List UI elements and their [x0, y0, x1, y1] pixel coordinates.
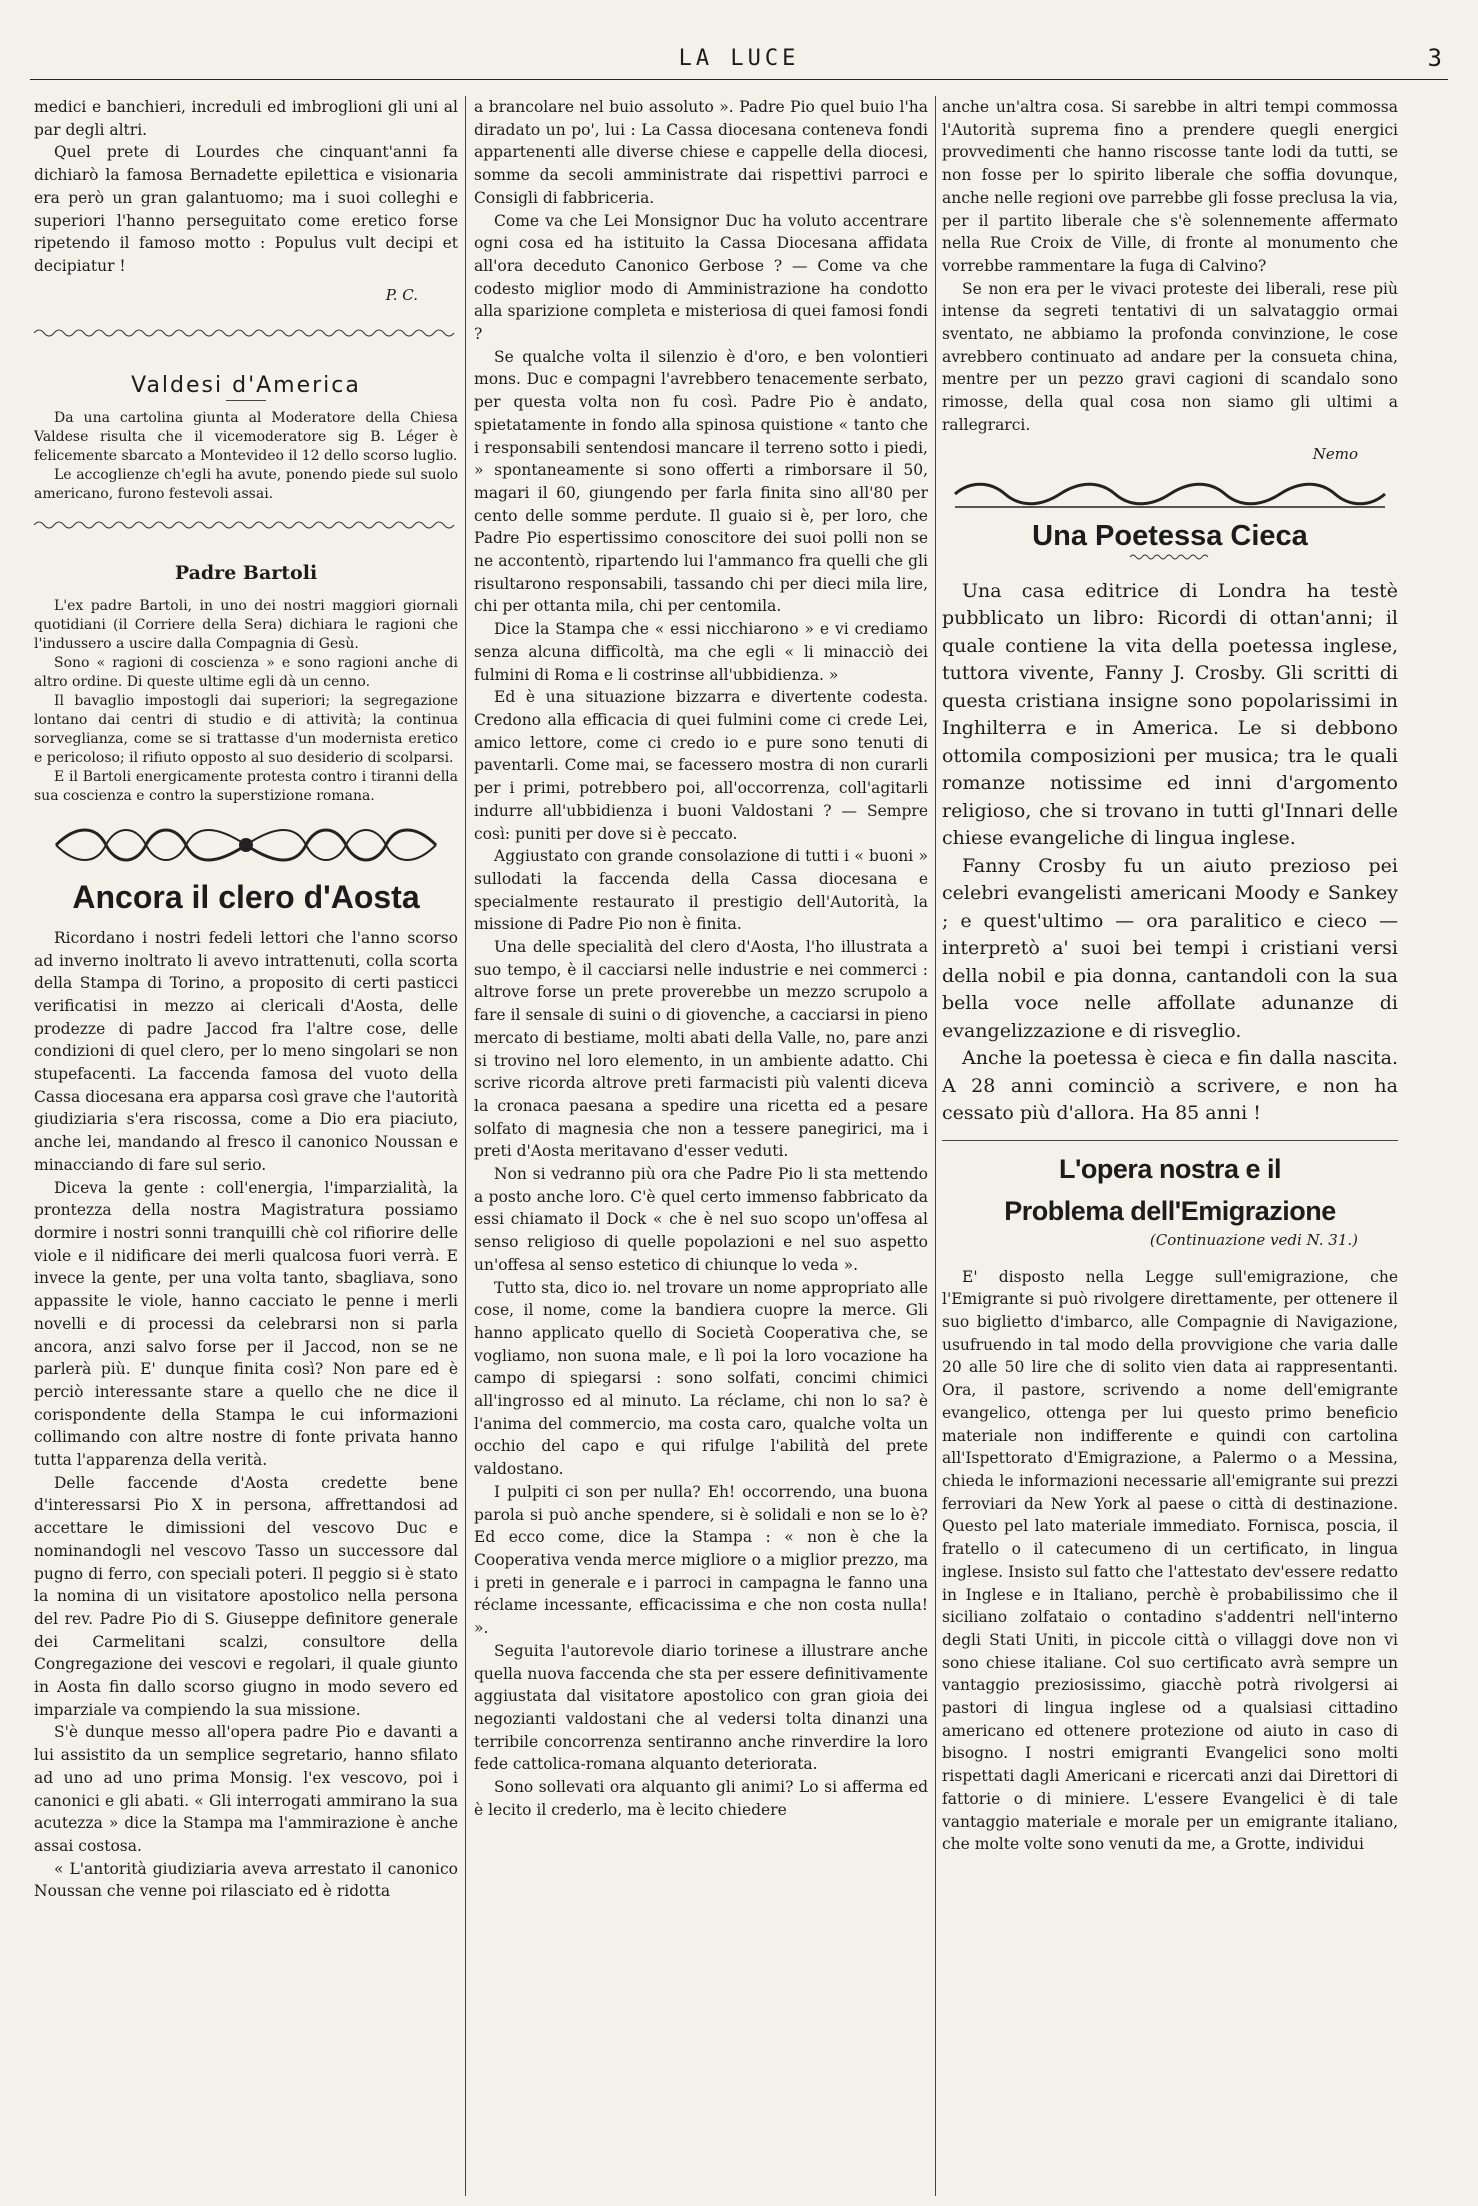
paragraph: Sono sollevati ora alquanto gli animi? Lo si afferma ed è lecito il crederlo, ma è lecito chiedere — [474, 1778, 928, 1819]
continuation-note: (Continuazione vedi N. 31.) — [1149, 1230, 1358, 1249]
paragraph: Tutto sta, dico io. nel trovare un nome appropriato alle cose, il nome, come la bandiera cuopre la merce. Gli hanno applicato quello di Società Cooperativa che, se vogliamo, non suona male, e lì poi la loro vocazione ha campo di spiegarsi : sono solfati, concimi chimici all'ingrosso ed al minuto. La réclame, chi non lo sa? è l'anima del commercio, ma costa caro, qualche volta un occhio del capo e qui rifulge l'abilità del prete valdostano. — [474, 1278, 928, 1479]
paragraph: Una delle specialità del clero d'Aosta, l'ho illustrata a suo tempo, è il cacciarsi nelle industrie e nei commerci : altrove forse un prete proverebbe un mezzo scrupolo a fare il sensale di suini o di giovenche, a cacciarsi in pieno mercato di bestiame, molti abati della Valle, no, pare anzi si trovino nel loro elemento, in un ambiente adatto. Chi scrive ricorda altrove preti farmacisti più valenti diceva la cronaca paesana a spedire una ricetta ed a pesare solfato di magnesia che non a tessere panegirici, ma i preti d'Aosta meritavano d'esser veduti. — [474, 938, 928, 1161]
column-divider — [465, 96, 466, 2196]
paragraph: Il bavaglio impostogli dai superiori; la segregazione lontano dai centri di studio e di attività; la continua sorveglianza, come se si trattasse d'un modernista eretico e pericoloso; il rifiuto opposto al suo desiderio di scolparsi. — [34, 693, 458, 767]
paragraph: Diceva la gente : coll'energia, l'imparzialità, la prontezza della nostra Magistratura possiamo dormire i nostri sonni tranquilli chè col rifiorire delle viole e il nidificare dei merli qualcosa fuori verrà. E invece la gente, per una volta tanto, sbagliava, sono appassite le viole, hanno cacciato le penne i merli novelli e di processi da celebrarsi non si parla ancora, anzi salvo forse per il Jaccod, non se ne parlerà più. E' dunque finita così? Non pare ed è perciò interessante stare a quello che ne dice il corispondente della Stampa le cui informazioni collimando con altre nostre di fonte privata hanno tutta l'apparenza della verità. — [34, 1178, 458, 1470]
paragraph: S'è dunque messo all'opera padre Pio e davanti a lui assistito da un semplice segretario, hanno sfilato ad uno ad uno prima Monsig. l'ex vescovo, poi i canonici e gli abati. « Gli interrogati ammirano la sua acutezza » dice la Stampa ma l'ammirazione è anche assai costosa. — [34, 1723, 458, 1855]
ornament-divider — [46, 820, 446, 870]
paragraph: Le accoglienze ch'egli ha avute, ponendo piede sul suolo americano, furono festevoli assai. — [34, 466, 458, 502]
wavy-divider — [34, 518, 458, 532]
paragraph: Quel prete di Lourdes che cinquant'anni fa dichiarò la famosa Bernadette epilettica e visionaria era però un gran galantuomo; ma i suoi colleghi e superiori l'hanno perseguitato come eretico forse ripetendo il famoso motto : Populus vult decipi et decipiatur ! — [34, 143, 458, 275]
short-rule — [226, 400, 266, 401]
paragraph: a brancolare nel buio assoluto ». Padre Pio quel buio l'ha diradato un po', lui : La Cassa diocesana conteneva fondi appartenenti alle diverse chiese e cappelle della diocesi, somme da secoli amministrate dai rispettivi parroci e Consigli di fabbriceria. — [474, 98, 928, 207]
paragraph: Anche la poetessa è cieca e fin dalla nascita. A 28 anni cominciò a scrivere, e non ha cessato più d'allora. Ha 85 anni ! — [942, 1047, 1398, 1125]
paragraph: Non si vedranno più ora che Padre Pio li sta mettendo a posto anche loro. C'è quel certo immenso fabbricato da essi chiamato il Dock « che è nel suo scopo un'offesa al senso religioso di quelle popolazioni e nel suo aspetto un'offesa al senso estetico di chiunque lo veda ». — [474, 1165, 928, 1274]
signature: P. C. — [385, 285, 418, 304]
wavy-divider — [942, 552, 1398, 562]
paragraph: medici e banchieri, increduli ed imbroglioni gli uni al par degli altri. — [34, 98, 458, 139]
section-rule — [942, 1140, 1398, 1141]
article-title-emigrazione-line-2: Problema dell'Emigrazione — [1004, 1195, 1336, 1226]
masthead — [30, 40, 1448, 80]
paragraph: L'ex padre Bartoli, in uno dei nostri maggiori giornali quotidiani (il Corriere della Sera) dichiara le ragioni che l'indussero a uscire dalla Compagnia di Gesù. — [34, 598, 458, 653]
paragraph: Come va che Lei Monsignor Duc ha voluto accentrare ogni cosa ed ha istituito la Cassa Diocesana affidata all'ora deceduto Canonico Gerbose ? — Come va che codesto miglior modo di Amministrazione ha condotto alla sparizione completa e misteriosa di quei famosi fondi ? — [474, 211, 928, 344]
column-2 — [474, 96, 928, 2196]
article-title-aosta: Ancora il clero d'Aosta — [72, 879, 420, 916]
wavy-divider — [34, 326, 458, 340]
paragraph: Una casa editrice di Londra ha testè pubblicato un libro: Ricordi di ottan'anni; il quale contiene la vita della poetessa inglese, tuttora vivente, Fanny J. Crosby. Gli scritti di questa cristiana insigne sono popolarissimi in Inghilterra e in America. Le si debbono ottomila composizioni per musica; tra le quali romanze notissime ed inni d'argomento religioso, che si trovano in tutti gl'Innari delle chiese evangeliche di lingua inglese. — [942, 579, 1398, 850]
paragraph: Dice la Stampa che « essi nicchiarono » e vi crediamo senza alcuna difficoltà, ma che egli « li minacciò dei fulmini di Roma e li costrinse all'ubbidienza. » — [474, 620, 928, 684]
article-title-valdesi: Valdesi d'America — [131, 373, 361, 399]
article-title-poetessa: Una Poetessa Cieca — [1032, 520, 1308, 553]
newspaper-title: LA LUCE — [678, 46, 800, 71]
paragraph: Ed è una situazione bizzarra e divertente codesta. Credono alla efficacia di quei fulmini come ci crede Lei, amico lettore, come ci credo io e pure sono tenuti di paventarli. Come mai, se facessero mostra di non curarli per i primi, potrebbero poi, all'occorrenza, coll'agitarli indurre all'ubbidienza i buoni Valdostani ? — Sempre così: puniti per dove si è peccato. — [474, 688, 928, 843]
paragraph: Delle faccende d'Aosta credette bene d'interessarsi Pio X in persona, affrettandosi ad accettare le dimissioni del vescovo Duc e nominandogli nel vescovo Tasso un successore dal pugno di ferro, con speciali poteri. Il peggio si è stato la nomina di un visitatore apostolico nella persona del rev. Padre Pio di S. Giuseppe definitore generale dei Carmelitani scalzi, consultore della Congregazione dei vescovi e regolari, il quale giunto in Aosta fin dallo scorso giugno in modo severo ed imparziale va compiendo la sua missione. — [34, 1473, 458, 1719]
page-number: 3 — [1427, 44, 1442, 72]
paragraph: Fanny Crosby fu un aiuto prezioso pei celebri evangelisti americani Moody e Sankey ; e quest'ultimo — ora paralitico e cieco — interpretò a' suoi bei tempi i cristiani versi della nobil e pia donna, cantandoli con la sua bella voce nelle affollate adunanze di evangelizzazione e di risveglio. — [942, 854, 1398, 1042]
paragraph: « L'antorità giudiziaria aveva arrestato il canonico Noussan che venne poi rilasciato ed è ridotta — [34, 1859, 458, 1901]
column-3 — [942, 96, 1398, 2196]
article-title-bartoli: Padre Bartoli — [174, 562, 318, 585]
article-title-emigrazione-line-1: L'opera nostra e il — [1059, 1153, 1281, 1184]
paragraph: Aggiustato con grande consolazione di tutti i « buoni » sullodati la faccenda della Cassa diocesana e specialmente restaurato il prestigio dell'Autorità, la missione di Padre Pio non è finita. — [474, 847, 928, 934]
paragraph: Se qualche volta il silenzio è d'oro, e ben volontieri mons. Duc e compagni l'avrebbero tenacemente serbato, per questa volta non fu così. Padre Pio è andato, spietatamente in fondo alla spinosa quistione « tanto che i responsabili sentendosi mancare il terreno sotto i piedi, » spontaneamente si sono offerti a rimborsare il 50, magari il 60, giungendo per farla finita sino all'80 per cento delle somme perdute. Il guaio si è, per loro, che Padre Pio espertissimo conoscitore dei suoi polli non se ne accontentò, ripartendo lui l'ammanco fra quelli che gli risultarono responsabili, tassando chi per dieci mila lire, chi per ottanta mila, chi per centomila. — [474, 347, 928, 616]
masthead-rule — [30, 79, 1448, 80]
paragraph: I pulpiti ci son per nulla? Eh! occorrendo, una buona parola si può anche spendere, si è solidali e non se lo è? Ed ecco come, dice la Stampa : « non è che la Cooperativa venda merce migliore o a miglior prezzo, ma i preti in generale e i parroci in campagna le fanno una réclame incessante, efficacissima e che non costa nulla! ». — [474, 1482, 928, 1638]
paragraph: Se non era per le vivaci proteste dei liberali, rese più intense da segreti tentativi di un salvataggio ormai sventato, ne abbiamo la profonda convinzione, le cose avrebbero continuato ad andare per la consueta china, mentre per un pezzo gravi cagioni di scandalo sono rimosse, della qual cosa non siamo gli ultimi a rallegrarci. — [942, 279, 1398, 434]
ornament-divider — [950, 479, 1390, 509]
paragraph: Seguita l'autorevole diario torinese a illustrare anche quella nuova faccenda che sta per essere definitivamente aggiustata dal visitatore apostolico con gran gioia dei negozianti valdostani che al vedersi tolta dinanzi una terribile concorrenza sentiranno anche rinverdire la loro fede cattolica-romana alquanto deteriorata. — [474, 1641, 928, 1774]
paragraph: Da una cartolina giunta al Moderatore della Chiesa Valdese risulta che il vicemoderatore sig B. Léger è felicemente sbarcato a Montevideo il 12 dello scorso luglio. — [34, 409, 458, 464]
paragraph: E' disposto nella Legge sull'emigrazione, che l'Emigrante si può rivolgere direttamente, per ottenere il suo biglietto d'imbarco, alle Compagnie di Navigazione, usufruendo in tal modo della provvigione che varia dalle 20 alle 50 lire che di solito vien data ai rappresentanti. Ora, il pastore, scrivendo a nome dell'emigrante evangelico, ottenga per lui questo primo beneficio materiale non indifferente e quindi con cartolina all'Ispettorato d'Emigrazione, a Palermo o a Messina, chieda le informazioni necessarie all'emigrante sui prezzi ferroviari da New York al paese o città di destinazione. Questo pel lato materiale immediato. Fornisca, poscia, il fratello o il catecumeno di un certificato, in lingua inglese. Insisto sul fatto che l'attestato dev'essere redatto in Inglese e in Italiano, perchè è probabilissimo che il siciliano zolfataio o contadino s'addentri nell'interno degli Stati Uniti, in piccole città o villaggi dove non vi sono chiese italiane. Col suo certificato avrà sempre un vantaggio preziosissimo, giacchè potrà rivolgersi ai pastori di lingua inglese od a qualsiasi cittadino americano ed ottenere protezione od aiuto in caso di bisogno. I nostri emigranti Evangelici sono molti rispettati dagli Americani e ricercati anzi dai Direttori di fattorie o di miniere. L'essere Evangelici è di tale vantaggio materiale e morale per un emigrante italiano, che molte volte sono venuti da me, a Grotte, individui — [942, 1267, 1398, 1854]
paragraph: anche un'altra cosa. Si sarebbe in altri tempi commossa l'Autorità suprema fino a prendere quegli energici provvedimenti che hanno riscosse tante lodi da tutti, se non fosse per lo spirito liberale che soffia dovunque, anche nelle regioni ove parrebbe gli fosse preclusa la via, per il partito liberale che s'è solennemente affermato nella Rue Croix de Ville, di fronte al monumento che vorrebbe rammentare la fuga di Calvino? — [942, 98, 1398, 275]
paragraph: E il Bartoli energicamente protesta contro i tiranni della sua coscienza e contro la superstizione romana. — [34, 769, 458, 805]
paragraph: Sono « ragioni di coscienza » e sono ragioni anche di altro ordine. Di queste ultime egli dà un cenno. — [34, 655, 458, 691]
paragraph: Ricordano i nostri fedeli lettori che l'anno scorso ad inverno inoltrato li avevo intrattenuti, colla scorta della Stampa di Torino, a proposito di certi pasticci verificatisi in mezzo ai clericali d'Aosta, delle prodezze di padre Jaccod fra l'altre cose, delle condizioni di quel clero, per lo meno singolari se non stupefacenti. La faccenda famosa del vuoto della Cassa diocesana era apparsa così grave che l'autorità giudiziaria s'era riscossa, come a Dio era piaciuto, anche lei, mandando al fresco il canonico Noussan e minacciando di fare sul serio. — [34, 928, 458, 1174]
column-1 — [34, 96, 458, 2196]
column-divider — [935, 96, 936, 2196]
signature: Nemo — [1312, 444, 1358, 463]
